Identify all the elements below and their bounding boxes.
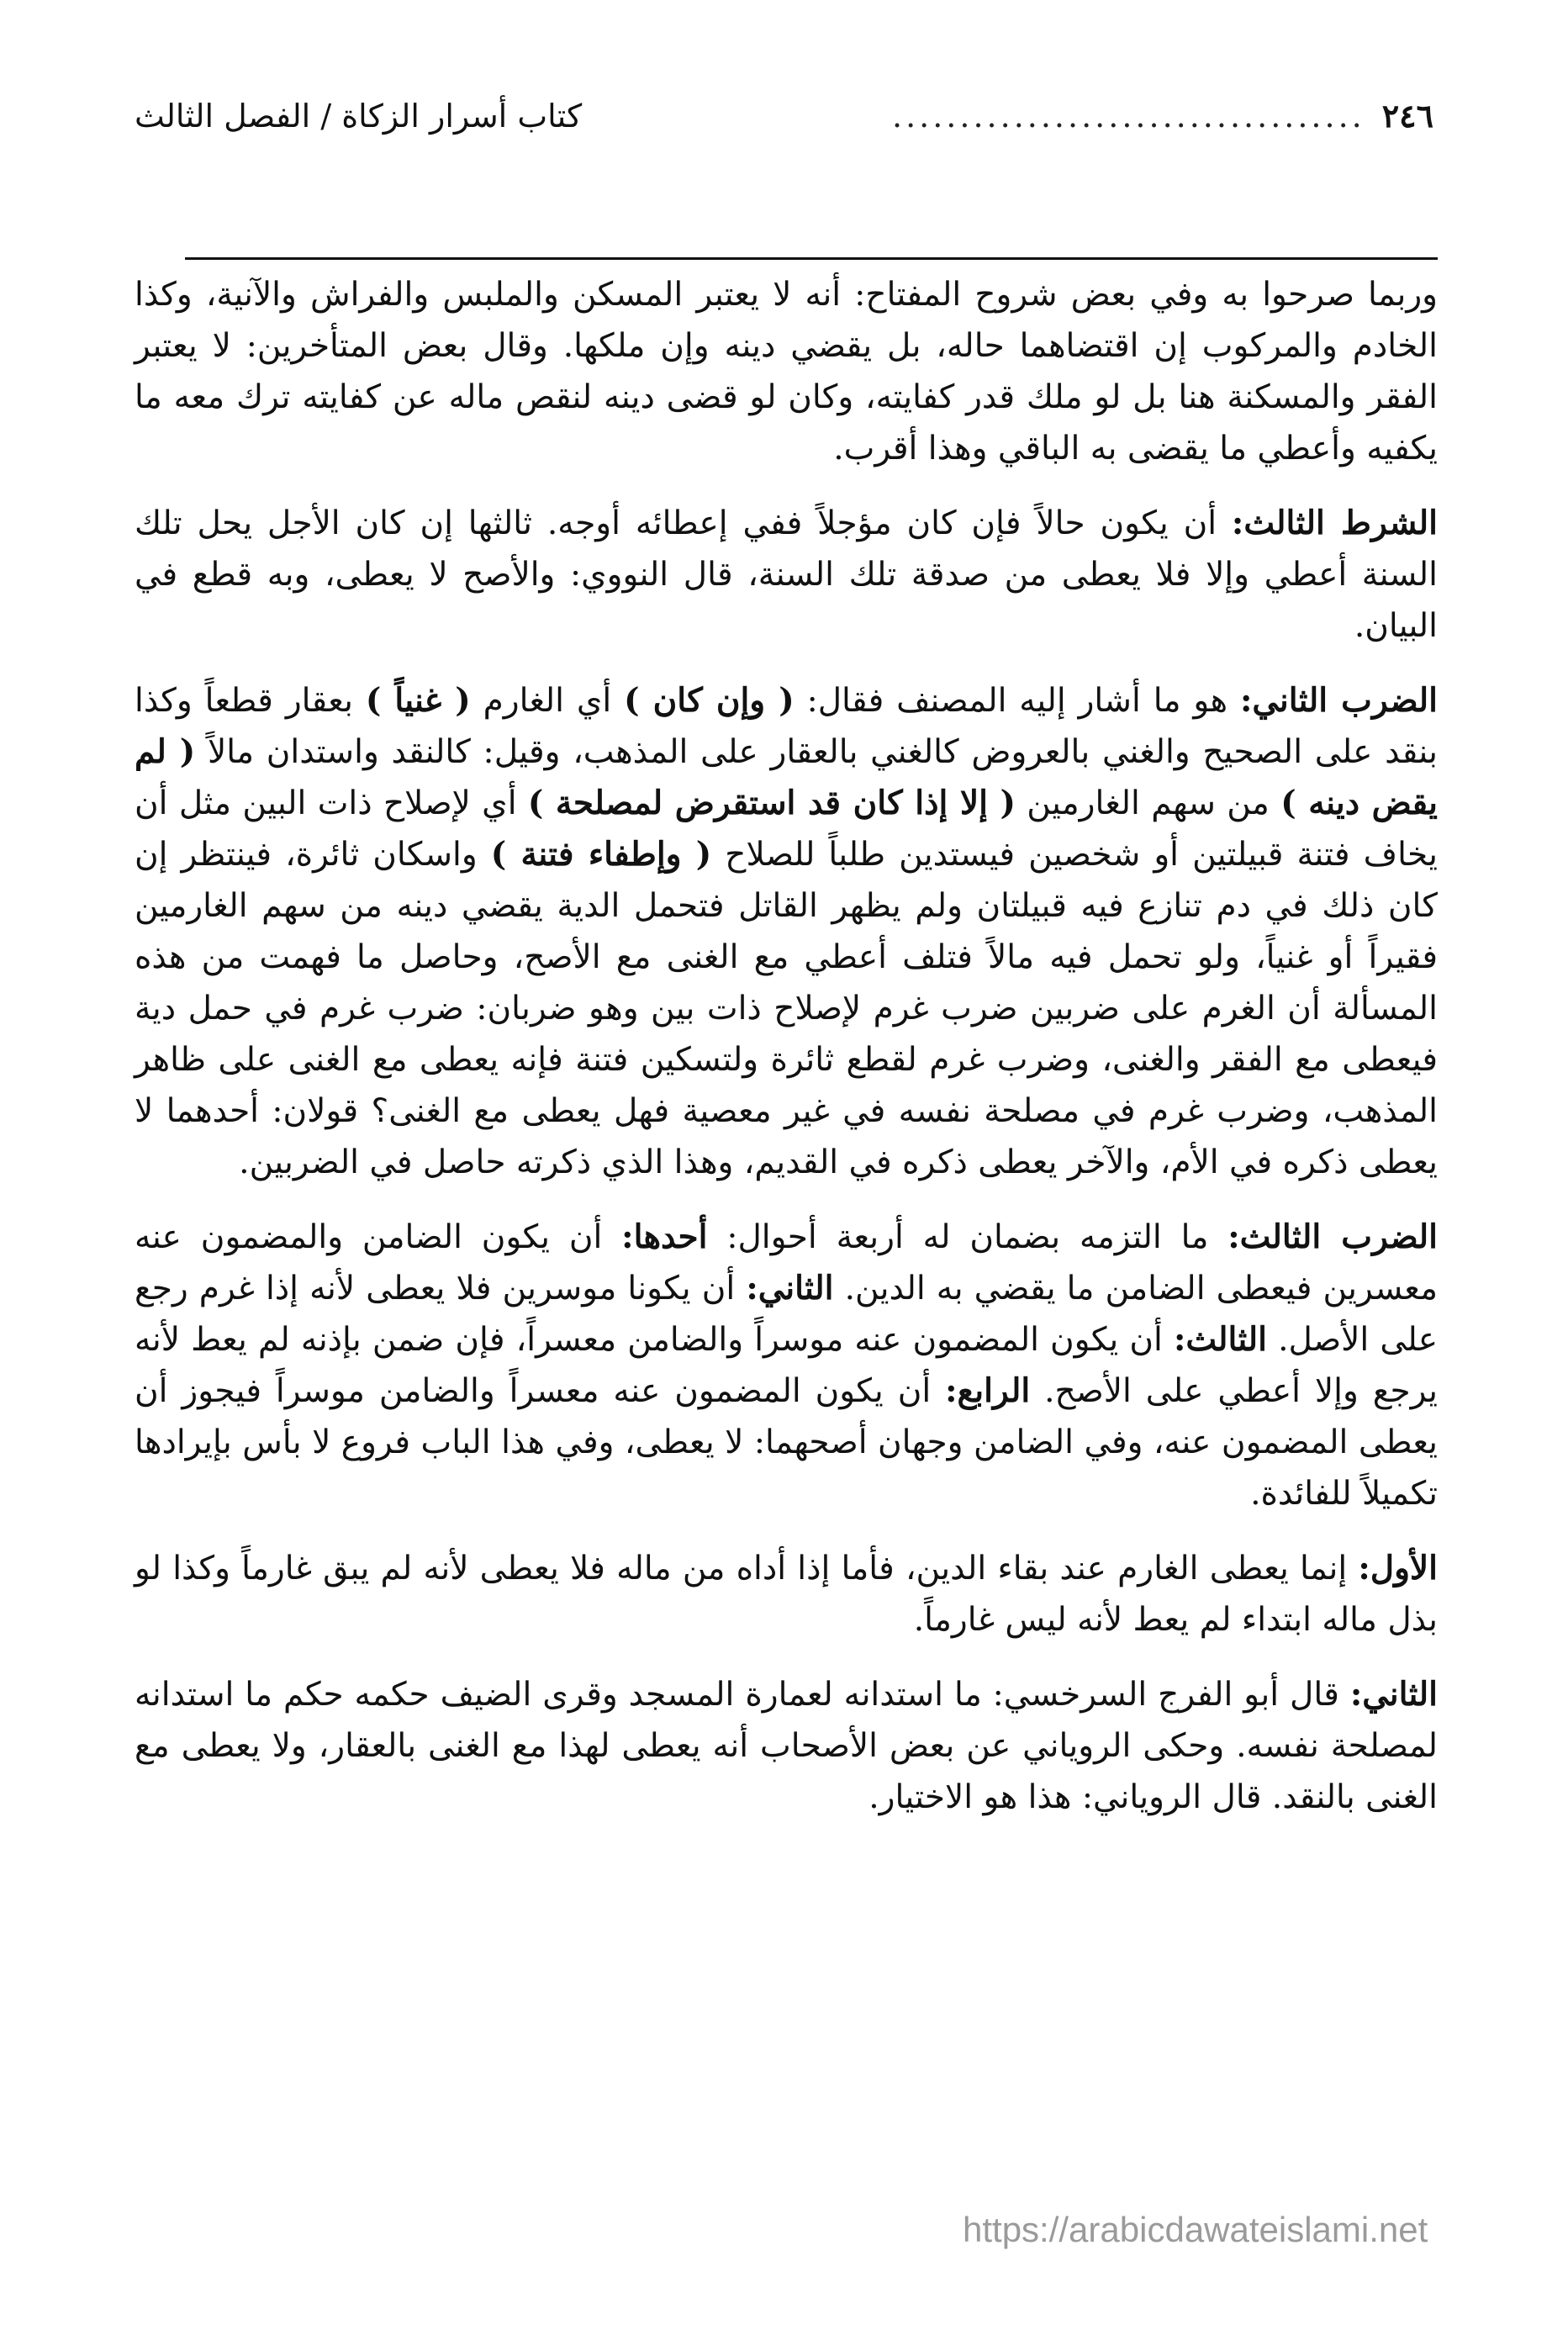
- paragraph-text: ما التزمه بضمان له أربعة أحوال:: [726, 1218, 1209, 1256]
- matn-quote: ( إلا إذا كان قد استقرض لمصلحة ): [527, 784, 1016, 822]
- paragraph-text: أن يكون الضامن والمضمون عنه معسرين فيعطى الضامن ما يقضي به الدين.: [135, 1218, 1439, 1307]
- paragraph-text: إنما يعطى الغارم عند بقاء الدين، فأما إذا أداه من ماله فلا يعطى لأنه لم يبق غارماً وكذا لو بذل ماله ابتداء لم يعط لأنه ليس غارماً.: [135, 1550, 1438, 1639]
- case-label: الرابع:: [945, 1371, 1031, 1410]
- watermark-url: https://arabicdawateislami.net: [963, 2210, 1428, 2249]
- matn-quote: ( لم يقض دينه ): [135, 732, 1439, 822]
- paragraph-3: [135, 675, 1438, 1188]
- matn-quote: ( وإن كان ): [624, 681, 795, 720]
- paragraph-text: أن يكون المضمون عنه موسراً والضامن معسراً، فإن ضمن بإذنه لم يعط لأنه يرجع وإلا أعطي على الأصح.: [135, 1321, 1438, 1410]
- matn-quote: ( وإطفاء فتنة ): [490, 835, 712, 874]
- leader-dots: ...................................: [891, 98, 1365, 135]
- case-label: أحدها:: [621, 1218, 708, 1256]
- page-header: [135, 91, 1433, 141]
- page-number: ٢٤٦: [1381, 97, 1433, 135]
- paragraph-2: [135, 498, 1438, 652]
- paragraph-text: هو ما أشار إليه المصنف فقال:: [806, 682, 1228, 720]
- section-lead: الضرب الثالث:: [1227, 1218, 1439, 1256]
- section-lead: الأول:: [1358, 1549, 1438, 1587]
- running-title: كتاب أسرار الزكاة / الفصل الثالث: [135, 98, 583, 135]
- paragraph-text: بعقار قطعاً وكذا بنقد على الصحيح والغني بالعروض كالغني بالعقار على المذهب، وقيل: كالنقد واستدان مالاً: [135, 682, 1439, 771]
- section-lead: الضرب الثاني:: [1239, 681, 1438, 720]
- section-lead: الشرط الثالث:: [1231, 504, 1439, 542]
- matn-quote: ( غنياً ): [365, 681, 471, 720]
- header-rule: [185, 257, 1438, 260]
- paragraph-text: أن يكون المضمون عنه معسراً والضامن موسراً فيجوز أن يعطى المضمون عنه، وفي الضامن وجهان أصحهما: لا يعطى، وفي هذا الباب فروع لا بأس بإيرادها تكميلاً للفائدة.: [135, 1372, 1438, 1513]
- paragraph-4: [135, 1212, 1438, 1519]
- paragraph-5: [135, 1543, 1438, 1646]
- paragraph-text: أن يكون حالاً فإن كان مؤجلاً ففي إعطائه أوجه. ثالثها إن كان الأجل يحل تلك السنة أعطي وإلا فلا يعطى من صدقة تلك السنة، قال النووي: والأصح لا يعطى، وبه قطع في البيان.: [135, 505, 1438, 645]
- paragraph-text: أي الغارم: [483, 682, 612, 720]
- paragraph-text: واسكان ثائرة، فينتظر إن كان ذلك في دم تنازع فيه قبيلتان ولم يظهر القاتل فتحمل الدية يقضي دينه من سهم الغارمين فقيراً أو غنياً، ولو تحمل فيه مالاً فتلف أعطي مع الغنى مع الأصح، وحاصل ما فهمت من هذه المسألة أن الغرم على ضربين ضرب غرم لإصلاح ذات بين وهو ضربان: ضرب غرم في حمل دية فيعطى مع الفقر والغنى، وضرب غرم لقطع ثائرة ولتسكين فتنة فإنه يعطى مع الغنى على ظاهر المذهب، وضرب غرم في مصلحة نفسه في غير معصية فهل يعطى مع الغنى؟ قولان: أحدهما لا يعطى ذكره في الأم، والآخر يعطى ذكره في القديم، وهذا الذي ذكرته حاصل في الضربين.: [135, 836, 1438, 1181]
- paragraph-text: من سهم الغارمين: [1027, 784, 1270, 822]
- case-label: الثالث:: [1173, 1320, 1267, 1359]
- paragraph-text: أن يكونا موسرين فلا يعطى لأنه إذا غرم رجع على الأصل.: [135, 1270, 1439, 1359]
- paragraph-6: [135, 1669, 1438, 1823]
- paragraph-text: قال أبو الفرج السرخسي: ما استدانه لعمارة المسجد وقرى الضيف حكمه حكم ما استدانه لمصلحة نفسه. وحكى الروياني عن بعض الأصحاب أنه يعطى لهذا مع الغنى بالعقار، ولا يعطى مع الغنى بالنقد. قال الروياني: هذا هو الاختيار.: [135, 1676, 1438, 1816]
- paragraph-text: أي لإصلاح ذات البين مثل أن يخاف فتنة قبيلتين أو شخصين فيستدين طلباً للصلاح: [135, 784, 1438, 874]
- section-lead: الثاني:: [1349, 1675, 1438, 1714]
- page-body: [135, 269, 1438, 1843]
- case-label: الثاني:: [746, 1269, 834, 1307]
- paragraph-text: وربما صرحوا به وفي بعض شروح المفتاح: أنه لا يعتبر المسكن والملبس والفراش والآنية، وكذا الخادم والمركوب إن اقتضاهما حاله، بل يقضي دينه وإن ملكها. وقال بعض المتأخرين: لا يعتبر الفقر والمسكنة هنا بل لو ملك قدر كفايته، وكان لو قضى دينه لنقص ماله عن كفايته ترك معه ما يكفيه وأعطي ما يقضى به الباقي وهذا أقرب.: [135, 276, 1438, 468]
- paragraph-1: [135, 269, 1438, 474]
